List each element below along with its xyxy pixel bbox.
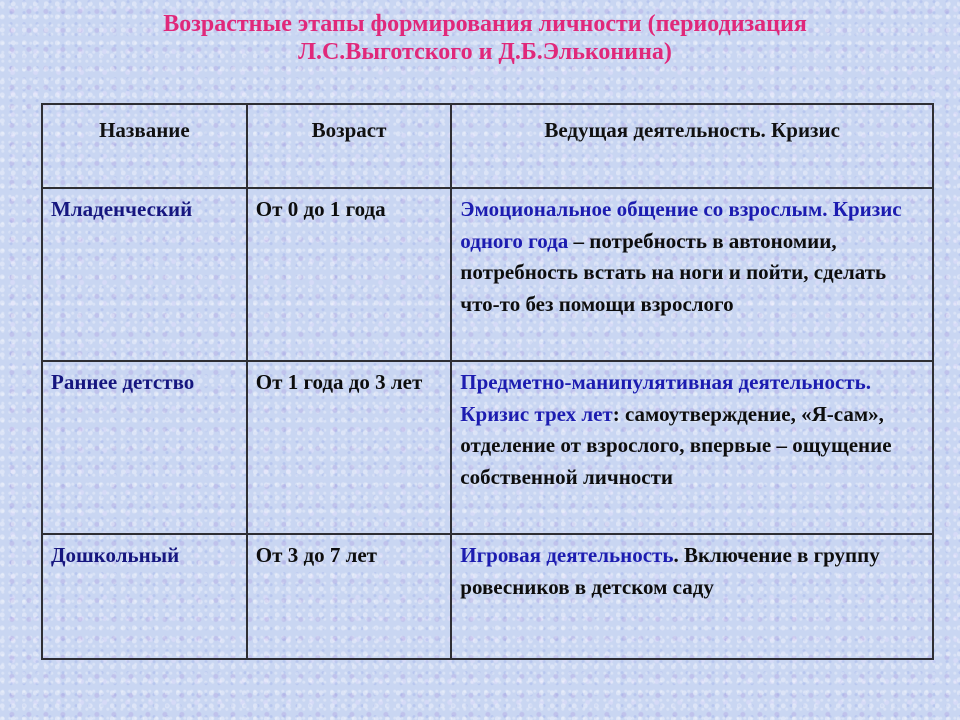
activity-description: : самоутверждение, «Я-сам», отделение от взрослого, впервые – ощущение собственной личности xyxy=(460,401,892,489)
title-line-2: Л.С.Выготского и Д.Б.Эльконина) xyxy=(298,39,672,65)
table-row xyxy=(42,188,933,361)
activity-description: . Включение в группу ровесников в детском саду xyxy=(460,543,880,599)
table-header-row xyxy=(42,104,933,188)
title-line-1: Возрастные этапы формирования личности (периодизация xyxy=(163,11,807,37)
table-row xyxy=(42,361,933,534)
stage-age: От 1 года до 3 лет xyxy=(247,361,452,534)
stage-name: Младенческий xyxy=(42,188,247,361)
stage-name: Дошкольный xyxy=(42,534,247,659)
stage-age: От 3 до 7 лет xyxy=(247,534,452,659)
stage-activity xyxy=(451,188,933,361)
activity-highlight: Игровая деятельность xyxy=(460,543,674,567)
activity-highlight: Предметно-манипулятивная деятельность. Кризис трех лет xyxy=(460,370,871,426)
table-row xyxy=(42,534,933,659)
header-name: Название xyxy=(42,104,247,188)
stage-activity xyxy=(451,534,933,659)
header-activity-crisis: Ведущая деятельность. Кризис xyxy=(451,104,933,188)
stage-name: Раннее детство xyxy=(42,361,247,534)
page-title xyxy=(60,10,910,66)
stage-age: От 0 до 1 года xyxy=(247,188,452,361)
activity-highlight: Эмоциональное общение со взрослым. Кризис одного года xyxy=(460,197,902,253)
stage-activity xyxy=(451,361,933,534)
periodization-table xyxy=(41,103,934,660)
header-age: Возраст xyxy=(247,104,452,188)
activity-description: – потребность в автономии, потребность встать на ноги и пойти, сделать что-то без помощи взрослого xyxy=(460,228,887,316)
